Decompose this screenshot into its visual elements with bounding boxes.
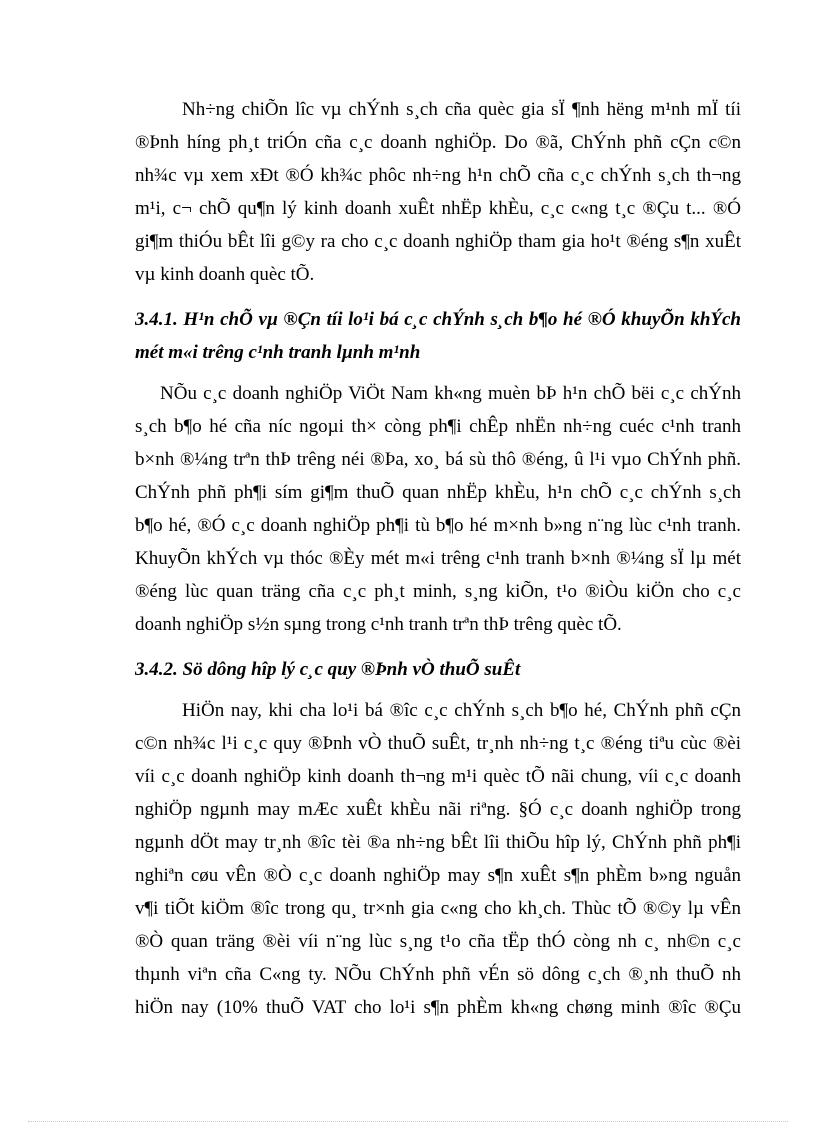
paragraph-1-line: vµ kinh doanh quèc tÕ.: [135, 264, 315, 285]
paragraph-3-line: c©n nh¾c l¹i c¸c quy ®Þnh vÒ thuÕ suÊt, tr¸nh nh÷ng t¸c ®éng tiªu cùc ®èi: [135, 733, 741, 754]
paragraph-2-line: b×nh ®¼ng trªn thÞ trêng néi ®Þa, xo¸ bá sù thô ®éng, û l¹i vµo ChÝnh phñ.: [135, 449, 741, 470]
paragraph-2-line: s¸ch b¶o hé cña níc ngoµi th× còng ph¶i chÊp nhËn nh÷ng cuéc c¹nh tranh: [135, 416, 741, 437]
paragraph-2-line: KhuyÕn khÝch vµ thóc ®Èy mét m«i trêng c¹nh tranh b×nh ®¼ng sÏ lµ mét: [135, 548, 741, 569]
paragraph-1-line: gi¶m thiÓu bÊt lîi g©y ra cho c¸c doanh nghiÖp tham gia ho¹t ®éng s¶n xuÊt: [135, 231, 741, 252]
paragraph-1-line: ®Þnh híng ph¸t triÓn cña c¸c doanh nghiÖp. Do ®ã, ChÝnh phñ cÇn c©n: [135, 132, 741, 153]
paragraph-2-line: b¶o hé, ®Ó c¸c doanh nghiÖp ph¶i tù b¶o hé m×nh b»ng n¨ng lùc c¹nh tranh.: [135, 515, 741, 536]
page-bottom-divider: [28, 1121, 788, 1122]
paragraph-3-line: nghiÖp ngµnh may mÆc xuÊt khÈu nãi riªng. §Ó c¸c doanh nghiÖp trong: [135, 799, 741, 820]
paragraph-3-line: víi c¸c doanh nghiÖp kinh doanh th¬ng m¹i quèc tÕ nãi chung, víi c¸c doanh: [135, 766, 741, 787]
section-heading-3-4-1-cont: mét m«i trêng c¹nh tranh lµnh m¹nh: [135, 342, 421, 363]
paragraph-3-line: thµnh viªn cña C«ng ty. NÕu ChÝnh phñ vÉn sö dông c¸ch ®¸nh thuÕ nh: [135, 964, 741, 985]
paragraph-2-line: doanh nghiÖp s½n sµng trong c¹nh tranh trªn thÞ trêng quèc tÕ.: [135, 614, 622, 635]
paragraph-3-line: ngµnh dÖt may tr¸nh ®îc tèi ®a nh÷ng bÊt lîi thiÕu hîp lý, ChÝnh phñ ph¶i: [135, 832, 741, 853]
paragraph-3-line: v¶i tiÕt kiÖm ®îc trong qu¸ tr×nh gia c«ng cho kh¸ch. Thùc tÕ ®©y lµ vÊn: [135, 898, 741, 919]
paragraph-3-line: ®Ò quan träng ®èi víi n¨ng lùc s¸ng t¹o cña tËp thÓ còng nh c¸ nh©n c¸c: [135, 931, 741, 952]
paragraph-1-line: Nh÷ng chiÕn lîc vµ chÝnh s¸ch cña quèc gia sÏ ¶nh hëng m¹nh mÏ tíi: [182, 99, 741, 120]
section-heading-3-4-2: 3.4.2. Sö dông hîp lý c¸c quy ®Þnh vÒ thuÕ suÊt: [135, 659, 521, 680]
paragraph-3-line: hiÖn nay (10% thuÕ VAT cho lo¹i s¶n phÈm kh«ng chøng minh ®îc ®Çu: [135, 997, 741, 1018]
paragraph-1-line: nh¾c vµ xem xÐt ®Ó kh¾c phôc nh÷ng h¹n chÕ cña c¸c chÝnh s¸ch th¬ng: [135, 165, 741, 186]
section-heading-3-4-1: 3.4.1. H¹n chÕ vµ ®Çn tíi lo¹i bá c¸c chÝnh s¸ch b¶o hé ®Ó khuyÕn khÝch: [135, 309, 741, 330]
paragraph-3-line: HiÖn nay, khi cha lo¹i bá ®îc c¸c chÝnh s¸ch b¶o hé, ChÝnh phñ cÇn: [182, 700, 741, 721]
paragraph-1-line: m¹i, c¬ chÕ qu¶n lý kinh doanh xuÊt nhËp khÈu, c¸c c«ng t¸c ®Çu t... ®Ó: [135, 198, 741, 219]
paragraph-2-line: ChÝnh phñ ph¶i sím gi¶m thuÕ quan nhËp khÈu, h¹n chÕ c¸c chÝnh s¸ch: [135, 482, 741, 503]
paragraph-3-line: nghiªn cøu vÊn ®Ò c¸c doanh nghiÖp may s¶n xuÊt s¶n phÈm b»ng nguån: [135, 865, 741, 886]
paragraph-2-line: NÕu c¸c doanh nghiÖp ViÖt Nam kh«ng muèn bÞ h¹n chÕ bëi c¸c chÝnh: [160, 383, 741, 404]
paragraph-2-line: ®éng lùc quan träng cña c¸c ph¸t minh, s¸ng kiÕn, t¹o ®iÒu kiÖn cho c¸c: [135, 581, 741, 602]
